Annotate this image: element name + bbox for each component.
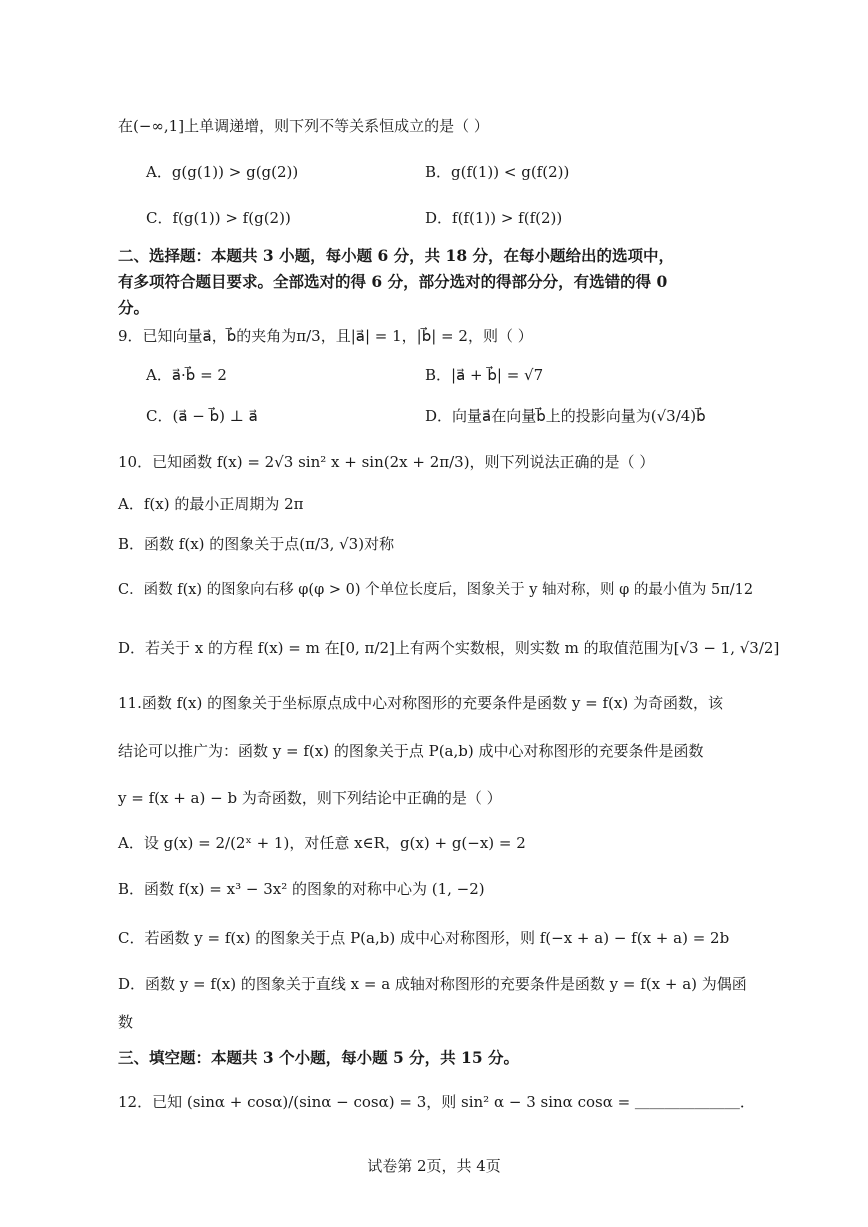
q11-option-d-line-1: D．函数 y = f(x) 的图象关于直线 x = a 成轴对称图形的充要条件是函数 y = f(x + a) 为偶函 bbox=[118, 975, 747, 993]
q11-line-3: y = f(x + a) − b 为奇函数，则下列结论中正确的是（ ） bbox=[118, 789, 502, 807]
q8-option-a: A．g(g(1)) > g(g(2)) bbox=[146, 163, 299, 181]
section-2-heading-line-1: 二、选择题：本题共 3 小题，每小题 6 分，共 18 分，在每小题给出的选项中， bbox=[118, 246, 675, 265]
q11-option-c: C．若函数 y = f(x) 的图象关于点 P(a,b) 成中心对称图形，则 f(−x + a) − f(x + a) = 2b bbox=[118, 929, 730, 947]
q11-option-d-line-2: 数 bbox=[118, 1013, 134, 1031]
q9-option-b: B．|a⃗ + b⃗| = √7 bbox=[425, 366, 544, 384]
q9-stem: 9．已知向量a⃗，b⃗的夹角为π/3，且|a⃗| = 1，|b⃗| = 2，则（ ） bbox=[118, 327, 533, 345]
q11-option-b: B．函数 f(x) = x³ − 3x² 的图象的对称中心为 (1, −2) bbox=[118, 880, 485, 898]
q12-stem: 12．已知 (sinα + cosα)/(sinα − cosα) = 3，则 sin² α − 3 sinα cosα = ＿＿＿＿＿＿＿． bbox=[118, 1093, 755, 1111]
q10-option-b: B．函数 f(x) 的图象关于点(π/3, √3)对称 bbox=[118, 535, 395, 553]
section-3-heading: 三、填空题：本题共 3 个小题，每小题 5 分，共 15 分。 bbox=[118, 1048, 520, 1067]
section-2-heading-line-3: 分。 bbox=[118, 298, 150, 317]
q8-intro: 在(−∞,1]上单调递增，则下列不等关系恒成立的是（ ） bbox=[118, 117, 489, 135]
q9-option-d: D．向量a⃗在向量b⃗上的投影向量为(√3/4)b⃗ bbox=[425, 407, 706, 425]
q10-stem: 10．已知函数 f(x) = 2√3 sin² x + sin(2x + 2π/3)，则下列说法正确的是（ ） bbox=[118, 453, 655, 471]
q10-option-a: A．f(x) 的最小正周期为 2π bbox=[118, 495, 304, 513]
q11-line-1: 11.函数 f(x) 的图象关于坐标原点成中心对称图形的充要条件是函数 y = f(x) 为奇函数，该 bbox=[118, 694, 723, 712]
q8-option-b: B．g(f(1)) < g(f(2)) bbox=[425, 163, 570, 181]
page-footer: 试卷第 2页，共 4页 bbox=[367, 1157, 501, 1175]
q10-option-d: D．若关于 x 的方程 f(x) = m 在[0, π/2]上有两个实数根，则实数 m 的取值范围为[√3 − 1, √3/2] bbox=[118, 639, 780, 657]
q8-option-c: C．f(g(1)) > f(g(2)) bbox=[146, 209, 291, 227]
section-2-heading-line-2: 有多项符合题目要求。全部选对的得 6 分，部分选对的得部分分，有选错的得 0 bbox=[118, 272, 668, 291]
q11-line-2: 结论可以推广为：函数 y = f(x) 的图象关于点 P(a,b) 成中心对称图形的充要条件是函数 bbox=[118, 742, 704, 760]
q8-option-d: D．f(f(1)) > f(f(2)) bbox=[425, 209, 563, 227]
q9-option-c: C．(a⃗ − b⃗) ⊥ a⃗ bbox=[146, 407, 258, 425]
q10-option-c: C．函数 f(x) 的图象向右移 φ(φ > 0) 个单位长度后，图象关于 y 轴对称，则 φ 的最小值为 5π/12 bbox=[118, 582, 754, 598]
q9-option-a: A．a⃗·b⃗ = 2 bbox=[146, 366, 227, 384]
q11-option-a: A．设 g(x) = 2/(2ˣ + 1)，对任意 x∈R，g(x) + g(−x) = 2 bbox=[118, 834, 526, 852]
